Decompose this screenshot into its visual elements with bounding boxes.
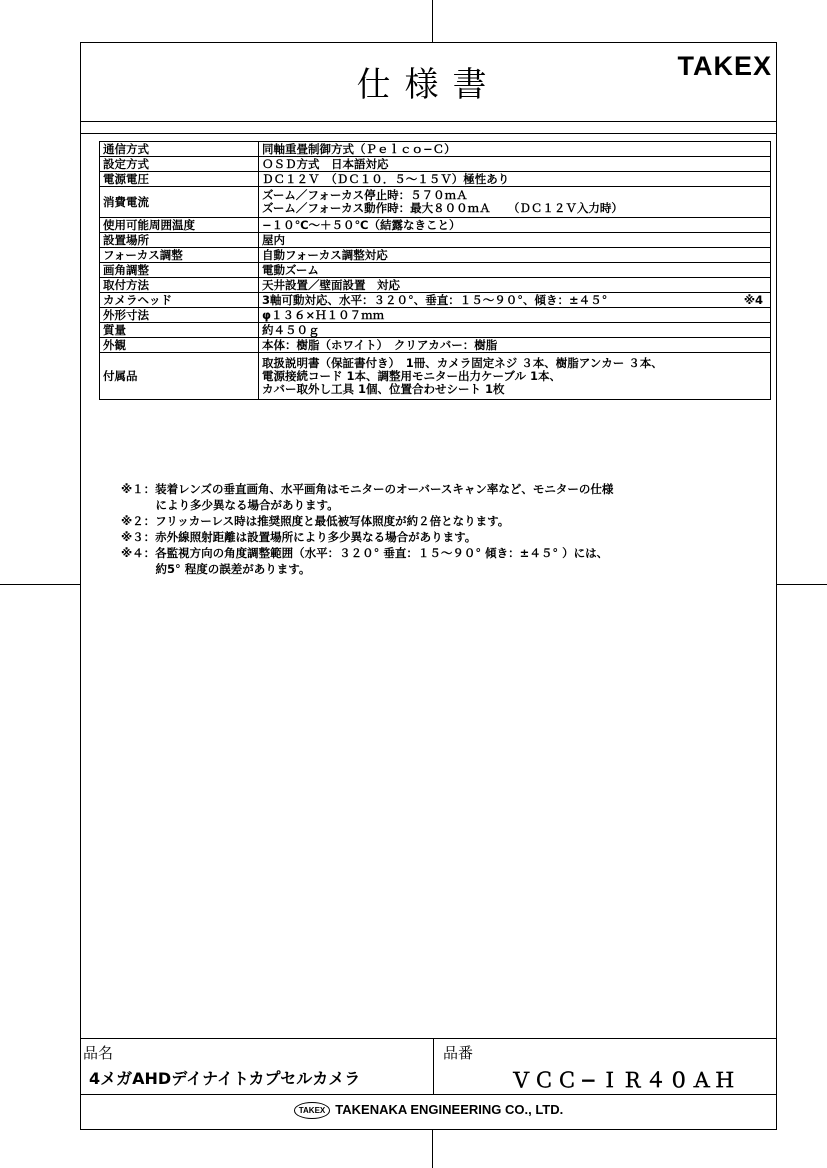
table-row: [100, 323, 771, 338]
table-row: [100, 308, 771, 323]
brand-logo: TAKEX: [677, 51, 772, 81]
product-number: ＶＣＣ−ＩＲ４０ＡＨ: [511, 1068, 738, 1092]
sheet-footer: [81, 1038, 776, 1130]
spec-value: 電動ズーム: [259, 263, 771, 278]
product-name: 4メガAHDデイナイトカプセルカメラ: [89, 1069, 361, 1088]
table-row: [100, 142, 771, 157]
table-row: [100, 218, 771, 233]
company-name: TAKENAKA ENGINEERING CO., LTD.: [335, 1102, 564, 1117]
footnote-line: により多少異なる場合があります。: [121, 498, 339, 512]
spec-value: 約４５０ｇ: [259, 323, 771, 338]
table-row: [100, 353, 771, 400]
table-row: [100, 157, 771, 172]
table-row: [100, 187, 771, 218]
product-name-label: 品名: [83, 1044, 114, 1062]
spec-value: φ１３６×Ｈ１０７ｍｍ: [259, 308, 771, 323]
spec-label: フォーカス調整: [100, 248, 259, 263]
registration-mark-top: [432, 0, 433, 42]
spec-label: 通信方式: [100, 142, 259, 157]
table-row: [100, 338, 771, 353]
spec-value-line: カバー取外し工具 1個、位置合わせシート 1枚: [262, 381, 505, 396]
company-logo: TAKEX: [294, 1102, 331, 1119]
table-row: [100, 172, 771, 187]
footnote-line: ※１：装着レンズの垂直画角、水平画角はモニターのオーバースキャン率など、モニターの仕様: [121, 482, 614, 496]
registration-mark-left: [0, 584, 80, 585]
spec-label: 使用可能周囲温度: [100, 218, 259, 233]
spec-value: 自動フォーカス調整対応: [259, 248, 771, 263]
spec-label: 画角調整: [100, 263, 259, 278]
spec-table: [99, 141, 771, 400]
company-line: [81, 1102, 776, 1119]
spec-label: 外形寸法: [100, 308, 259, 323]
spec-label: 消費電流: [100, 187, 259, 218]
footnote-line: ※３：赤外線照射距離は設置場所により多少異なる場合があります。: [121, 530, 477, 544]
spec-label: 取付方法: [100, 278, 259, 293]
footer-divider: [81, 1038, 776, 1039]
spec-sheet: [80, 42, 777, 1130]
table-row: [100, 248, 771, 263]
spec-label: 質量: [100, 323, 259, 338]
table-row: [100, 233, 771, 248]
spec-value: 天井設置／壁面設置 対応: [259, 278, 771, 293]
footer-divider: [81, 1094, 776, 1095]
table-row: [100, 278, 771, 293]
spec-value: 本体：樹脂（ホワイト） クリアカバー：樹脂: [259, 338, 771, 353]
spec-label: 外観: [100, 338, 259, 353]
spec-footnote-ref: ※4: [743, 292, 763, 307]
spec-value: [259, 353, 771, 400]
spec-value-line: 取扱説明書（保証書付き） 1冊、カメラ固定ネジ ３本、樹脂アンカー ３本、: [262, 355, 663, 370]
spec-value: −１０℃〜＋５０℃（結露なきこと）: [259, 218, 771, 233]
spec-label: 設置場所: [100, 233, 259, 248]
spec-value: 屋内: [259, 233, 771, 248]
sheet-header: [81, 43, 776, 122]
product-number-label: 品番: [443, 1044, 474, 1062]
spec-label: 設定方式: [100, 157, 259, 172]
page-title: 仕様書: [356, 65, 501, 105]
spec-value: [259, 187, 771, 218]
spec-value-line: 電源接続コード 1本、調整用モニター出力ケーブル 1本、: [262, 368, 561, 383]
spec-value: ＯＳＤ方式 日本語対応: [259, 157, 771, 172]
footnote-line: ※２：フリッカーレス時は推奨照度と最低被写体照度が約２倍となります。: [121, 514, 510, 528]
spec-value-line: ズーム／フォーカス停止時：５７０ｍＡ: [262, 188, 468, 202]
spec-value: [259, 293, 771, 308]
footer-column-divider: [433, 1038, 434, 1094]
divider: [81, 133, 776, 134]
table-row: [100, 263, 771, 278]
registration-mark-bottom: [432, 1130, 433, 1168]
spec-value-text: 3軸可動対応、水平：３２０°、垂直：１５〜９０°、傾き：±４５°: [262, 292, 608, 307]
spec-value: ＤＣ１２Ｖ （ＤＣ１０．５〜１５Ｖ）極性あり: [259, 172, 771, 187]
spec-label: 電源電圧: [100, 172, 259, 187]
footnotes: [121, 481, 761, 577]
spec-label: カメラヘッド: [100, 293, 259, 308]
table-row: [100, 293, 771, 308]
registration-mark-right: [777, 584, 827, 585]
footnote-line: 約5° 程度の誤差があります。: [121, 562, 311, 576]
footnote-line: ※４：各監視方向の角度調整範囲（水平：３２０° 垂直：１５〜９０° 傾き：±４５° ）には、: [121, 546, 609, 560]
spec-value-line: ズーム／フォーカス動作時：最大８００ｍＡ （ＤＣ１２Ｖ入力時）: [262, 201, 623, 215]
spec-value: 同軸重畳制御方式（Ｐｅｌｃｏ−Ｃ）: [259, 142, 771, 157]
spec-label: 付属品: [100, 353, 259, 400]
